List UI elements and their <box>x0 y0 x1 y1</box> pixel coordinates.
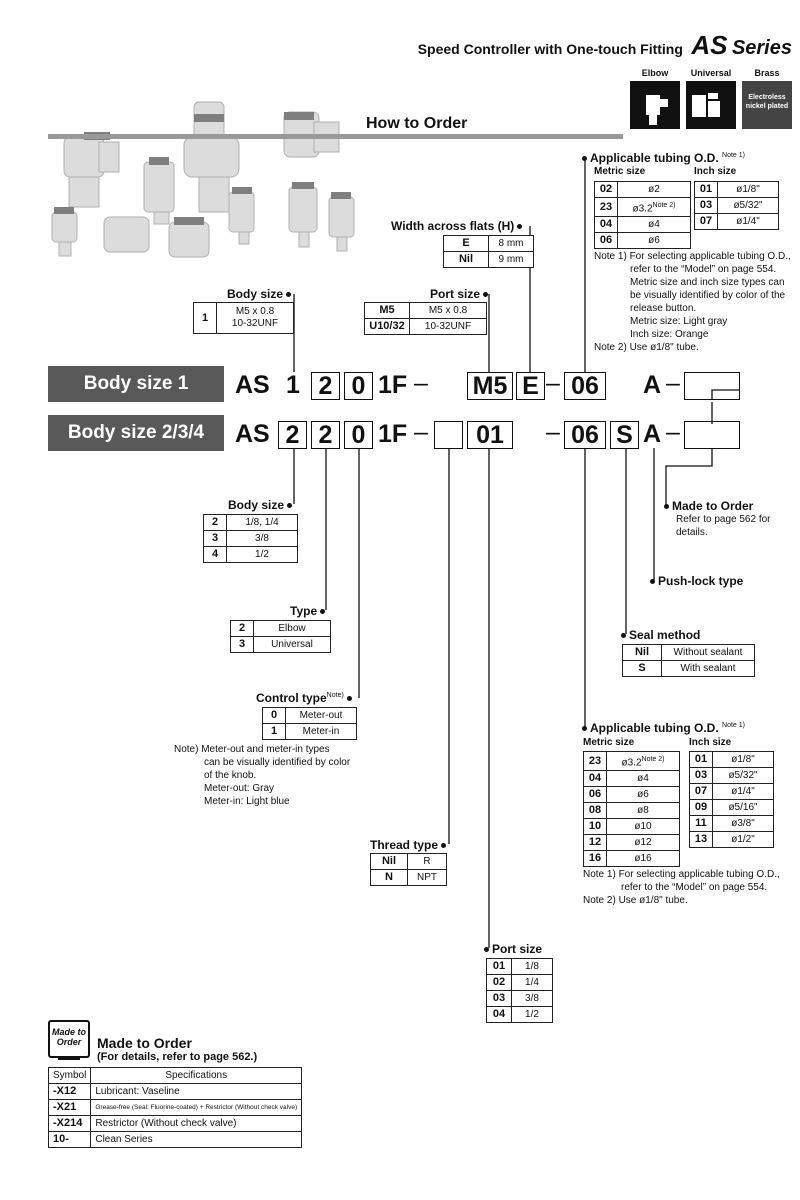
table-row <box>584 851 680 867</box>
tubing-2-title <box>582 721 745 735</box>
width-flats-title-text: Width across flats (H) <box>391 219 515 233</box>
row1-tube-box: 06 <box>564 372 606 400</box>
control-type-title-note: Note) <box>326 692 344 699</box>
icon-line: Order <box>56 1037 82 1047</box>
table-row <box>487 975 553 991</box>
push-lock-title-text: Push-lock type <box>658 574 744 588</box>
table-cell: 1/4 <box>512 975 553 991</box>
row2-suffix-box <box>684 421 740 449</box>
table-cell: M5 <box>365 303 410 319</box>
table-cell: 13 <box>690 832 713 848</box>
table-cell: 07 <box>690 784 713 800</box>
port-size-2-title <box>484 942 542 956</box>
table-cell: ø3/8" <box>713 816 774 832</box>
table-row <box>690 784 774 800</box>
note-line: Refer to page 562 for <box>676 514 771 525</box>
icon-line: Made to <box>51 1027 86 1037</box>
header-subtitle: Speed Controller with One-touch Fitting <box>417 41 683 57</box>
thread-type-title <box>370 838 449 852</box>
row1-type-box: 2 <box>311 372 340 400</box>
seal-method-title-text: Seal method <box>629 628 701 642</box>
table-row <box>204 531 298 547</box>
table-cell: 06 <box>595 233 618 249</box>
table-cell: Clean Series <box>91 1132 302 1148</box>
cell-note: Note 2) <box>641 756 665 763</box>
note-line: of the knob. <box>204 770 257 781</box>
table-cell: Nil <box>371 854 408 870</box>
badge-label-brass: Brass <box>754 68 780 78</box>
table-cell: 1/2 <box>227 547 298 563</box>
table-row <box>595 182 691 198</box>
table-cell: 23 <box>584 752 607 771</box>
table-cell: 09 <box>690 800 713 816</box>
width-flats-title <box>391 219 525 233</box>
table-row <box>263 708 357 724</box>
table-header-row <box>49 1068 302 1084</box>
made-to-order-icon <box>48 1020 88 1064</box>
tubing-2-title-note: Note 1) <box>722 722 745 729</box>
table-row <box>623 645 755 661</box>
type-title <box>290 604 328 618</box>
table-cell: 1 <box>194 303 217 334</box>
cell-text: ø3.2 <box>621 757 642 769</box>
table-cell: 03 <box>690 768 713 784</box>
port-size-1-title <box>430 287 491 301</box>
table-cell: ø1/8" <box>718 182 779 198</box>
table-cell: N <box>371 870 408 886</box>
table-cell: 11 <box>690 816 713 832</box>
table-cell: 1/2 <box>512 1007 553 1023</box>
tubing-1-notes <box>594 250 791 354</box>
tubing-1-inch-table <box>694 181 779 230</box>
row2-type-box: 2 <box>311 421 340 449</box>
table-cell: M5 x 0.8 <box>410 303 487 319</box>
note-line: details. <box>676 527 708 538</box>
table-cell: 02 <box>487 975 512 991</box>
table-row <box>584 803 680 819</box>
push-lock-title <box>650 574 743 588</box>
made-to-order-title-text: Made to Order <box>672 499 754 513</box>
table-cell: S <box>623 661 662 677</box>
table-cell: ø6 <box>607 787 680 803</box>
table-cell: ø1/2" <box>713 832 774 848</box>
table-cell: -X12 <box>49 1084 91 1100</box>
table-cell: 01 <box>695 182 718 198</box>
tubing-2-metric-label: Metric size <box>583 737 635 748</box>
table-row <box>263 724 357 740</box>
thread-type-table <box>370 853 447 886</box>
row1-hex-box: E <box>516 372 545 400</box>
table-header: Specifications <box>91 1068 302 1084</box>
table-cell: Restrictor (Without check valve) <box>91 1116 302 1132</box>
table-cell: 04 <box>595 217 618 233</box>
table-cell: ø5/32" <box>713 768 774 784</box>
port-size-1-title-text: Port size <box>430 287 481 301</box>
table-cell: Without sealant <box>662 645 755 661</box>
row2-dash3: – <box>666 418 680 446</box>
note-line: Metric size and inch size types can <box>630 277 785 288</box>
table-cell: Universal <box>254 637 331 653</box>
note-line: can be visually identified by color <box>204 757 351 768</box>
tubing-1-inch-label: Inch size <box>694 166 737 177</box>
table-cell: NPT <box>408 870 447 886</box>
table-cell: 03 <box>695 198 718 214</box>
body-size-1-title <box>227 287 294 301</box>
table-row <box>204 547 298 563</box>
table-row <box>595 233 691 249</box>
note-line: Note) Meter-out and meter-in types <box>174 744 330 755</box>
type-title-text: Type <box>290 604 318 618</box>
table-row <box>371 870 447 886</box>
table-cell: 0 <box>263 708 286 724</box>
note-line: Note 1) For selecting applicable tubing O.D., <box>583 869 780 880</box>
table-cell: ø8 <box>607 803 680 819</box>
table-row <box>365 319 487 335</box>
table-row <box>584 752 680 771</box>
row2-a: A <box>643 420 662 448</box>
table-cell: 10-32UNF <box>410 319 487 335</box>
made-to-order-notes <box>676 513 771 539</box>
tubing-1-metric-table <box>594 181 691 249</box>
row1-port-box: M5 <box>467 372 513 400</box>
table-header: Symbol <box>49 1068 91 1084</box>
made-to-order-title <box>664 499 753 513</box>
note-line: Metric size: Light gray <box>630 316 728 327</box>
row1-as: AS <box>235 371 270 399</box>
tubing-2-metric-table <box>583 751 680 867</box>
table-cell: ø1/8" <box>713 752 774 768</box>
table-cell: 01 <box>690 752 713 768</box>
row1-1f: 1F <box>378 371 408 399</box>
note-line: Meter-in: Light blue <box>204 796 290 807</box>
table-cell: 10 <box>584 819 607 835</box>
table-row <box>444 236 534 252</box>
body-size-1-title-text: Body size <box>227 287 284 301</box>
control-type-notes <box>174 743 350 808</box>
cell-note: Note 2) <box>652 202 676 209</box>
seal-method-table <box>622 644 755 677</box>
table-row <box>231 621 331 637</box>
how-to-order-title: How to Order <box>366 115 468 132</box>
table-row <box>49 1100 302 1116</box>
mto-section-title: Made to Order <box>97 1035 192 1051</box>
body-size-1-table <box>193 302 294 334</box>
table-row <box>595 198 691 217</box>
body-size-234-table <box>203 514 298 563</box>
table-row <box>49 1116 302 1132</box>
table-cell: -X214 <box>49 1116 91 1132</box>
table-cell: E <box>444 236 489 252</box>
table-cell: 04 <box>487 1007 512 1023</box>
table-cell: 1/8 <box>512 959 553 975</box>
row1-dash2: – <box>546 369 560 397</box>
table-cell: 9 mm <box>489 252 534 268</box>
control-type-title <box>256 691 355 705</box>
table-cell: Meter-out <box>286 708 357 724</box>
table-row <box>49 1084 302 1100</box>
table-row <box>49 1132 302 1148</box>
table-row <box>584 771 680 787</box>
control-type-table <box>262 707 357 740</box>
tubing-2-title-text: Applicable tubing O.D. <box>590 721 719 735</box>
table-cell: 8 mm <box>489 236 534 252</box>
table-cell: 02 <box>595 182 618 198</box>
series-prefix: AS <box>691 30 728 60</box>
table-cell: With sealant <box>662 661 755 677</box>
table-cell: 2 <box>231 621 254 637</box>
tubing-2-inch-label: Inch size <box>689 737 732 748</box>
table-cell: ø10 <box>607 819 680 835</box>
table-cell <box>618 198 691 217</box>
tubing-1-title-note: Note 1) <box>722 152 745 159</box>
row2-port-box: 01 <box>467 421 513 449</box>
table-cell: Lubricant: Vaseline <box>91 1084 302 1100</box>
table-cell <box>618 182 691 198</box>
row2-size-box: 2 <box>278 421 307 449</box>
table-cell: R <box>408 854 447 870</box>
table-row <box>690 832 774 848</box>
tubing-2-notes <box>583 868 780 907</box>
table-row <box>584 787 680 803</box>
tubing-1-title <box>582 151 745 165</box>
thread-type-title-text: Thread type <box>370 838 439 852</box>
cell-text: ø3.2 <box>632 203 653 215</box>
table-row <box>690 768 774 784</box>
row2-thread-box <box>434 421 463 449</box>
note-line: refer to the “Model” on page 554. <box>630 264 777 275</box>
row1-size: 1 <box>286 371 300 399</box>
note-line: release button. <box>630 303 697 314</box>
body-size-1-bar: Body size 1 <box>48 366 224 402</box>
table-cell: ø1/4" <box>713 784 774 800</box>
tubing-1-metric-label: Metric size <box>594 166 646 177</box>
tubing-1-title-text: Applicable tubing O.D. <box>590 151 719 165</box>
series-word: Series <box>731 37 792 59</box>
note-line: Meter-out: Gray <box>204 783 275 794</box>
table-cell: 07 <box>695 214 718 230</box>
row1-control-box: 0 <box>344 372 373 400</box>
table-cell: Nil <box>623 645 662 661</box>
table-row <box>695 198 779 214</box>
table-cell: 3 <box>204 531 227 547</box>
badge-label-universal: Universal <box>690 68 732 78</box>
row2-control-box: 0 <box>344 421 373 449</box>
table-cell: ø4 <box>607 771 680 787</box>
table-cell: 3 <box>231 637 254 653</box>
table-cell: ø12 <box>607 835 680 851</box>
table-row <box>487 991 553 1007</box>
table-cell: 04 <box>584 771 607 787</box>
table-cell: 03 <box>487 991 512 1007</box>
row1-suffix-box <box>684 372 740 400</box>
row2-dash2: – <box>546 418 560 446</box>
seal-method-title <box>621 628 700 642</box>
table-row <box>595 217 691 233</box>
table-cell: 16 <box>584 851 607 867</box>
control-type-title-text: Control type <box>256 691 327 705</box>
table-cell: 3/8 <box>227 531 298 547</box>
row2-as: AS <box>235 420 270 448</box>
table-cell: ø4 <box>618 217 691 233</box>
table-cell: ø1/4" <box>718 214 779 230</box>
table-cell: 1 <box>263 724 286 740</box>
table-cell: Nil <box>444 252 489 268</box>
port-size-2-title-text: Port size <box>492 942 543 956</box>
table-cell: -X21 <box>49 1100 91 1116</box>
row2-dash1: – <box>414 418 428 446</box>
table-cell: 4 <box>204 547 227 563</box>
table-row <box>365 303 487 319</box>
row2-tube-box: 06 <box>564 421 606 449</box>
body-size-234-title-text: Body size <box>228 498 285 512</box>
table-cell: 06 <box>584 787 607 803</box>
port-size-2-table <box>486 958 553 1023</box>
table-row <box>690 752 774 768</box>
table-cell: ø5/16" <box>713 800 774 816</box>
badge-text-brass: Electroless nickel plated <box>745 94 789 110</box>
table-cell <box>217 303 294 334</box>
tubing-2-inch-table <box>689 751 774 848</box>
table-row <box>444 252 534 268</box>
row2-1f: 1F <box>378 420 408 448</box>
table-cell: 2 <box>204 515 227 531</box>
table-cell: Meter-in <box>286 724 357 740</box>
port-size-1-table <box>364 302 487 335</box>
table-row <box>690 816 774 832</box>
table-cell <box>607 752 680 771</box>
table-cell: 1/8, 1/4 <box>227 515 298 531</box>
table-row <box>487 959 553 975</box>
row1-a: A <box>643 371 662 399</box>
table-cell: 01 <box>487 959 512 975</box>
table-cell: ø6 <box>618 233 691 249</box>
table-row <box>695 214 779 230</box>
table-cell: 23 <box>595 198 618 217</box>
table-cell: Grease-free (Seal: Fluorine-coated) + Restrictor (Without check valve) <box>91 1100 302 1116</box>
mto-section-subtitle: (For details, refer to page 562.) <box>97 1051 258 1063</box>
row2-seal-box: S <box>610 421 639 449</box>
note-line: Note 2) Use ø1/8" tube. <box>583 895 688 906</box>
table-row <box>487 1007 553 1023</box>
cell-line: M5 x 0.8 <box>235 306 275 317</box>
body-size-234-bar: Body size 2/3/4 <box>48 415 224 451</box>
row1-dash1: – <box>414 369 428 397</box>
mto-table <box>48 1067 302 1148</box>
cell-text: ø2 <box>648 184 660 195</box>
table-row <box>371 854 447 870</box>
table-cell: Elbow <box>254 621 331 637</box>
row1-dash3: – <box>666 369 680 397</box>
table-row <box>623 661 755 677</box>
note-line: Note 2) Use ø1/8" tube. <box>594 342 699 353</box>
table-row <box>695 182 779 198</box>
badge-label-elbow: Elbow <box>641 68 669 78</box>
table-cell: 3/8 <box>512 991 553 1007</box>
table-cell: 12 <box>584 835 607 851</box>
table-cell: ø5/32" <box>718 198 779 214</box>
note-line: refer to the “Model” on page 554. <box>621 882 768 893</box>
table-cell: ø16 <box>607 851 680 867</box>
cell-line: 10-32UNF <box>231 318 279 329</box>
type-table <box>230 620 331 653</box>
table-row <box>204 515 298 531</box>
table-row <box>231 637 331 653</box>
width-flats-table <box>443 235 534 268</box>
table-row <box>584 835 680 851</box>
table-row <box>690 800 774 816</box>
table-row <box>584 819 680 835</box>
table-cell: 08 <box>584 803 607 819</box>
table-cell: U10/32 <box>365 319 410 335</box>
note-line: Inch size: Orange <box>630 329 709 340</box>
table-row <box>194 303 294 334</box>
body-size-234-title <box>228 498 295 512</box>
table-cell: 10- <box>49 1132 91 1148</box>
note-line: be visually identified by color of the <box>630 290 786 301</box>
note-line: Note 1) For selecting applicable tubing O.D., <box>594 251 791 262</box>
